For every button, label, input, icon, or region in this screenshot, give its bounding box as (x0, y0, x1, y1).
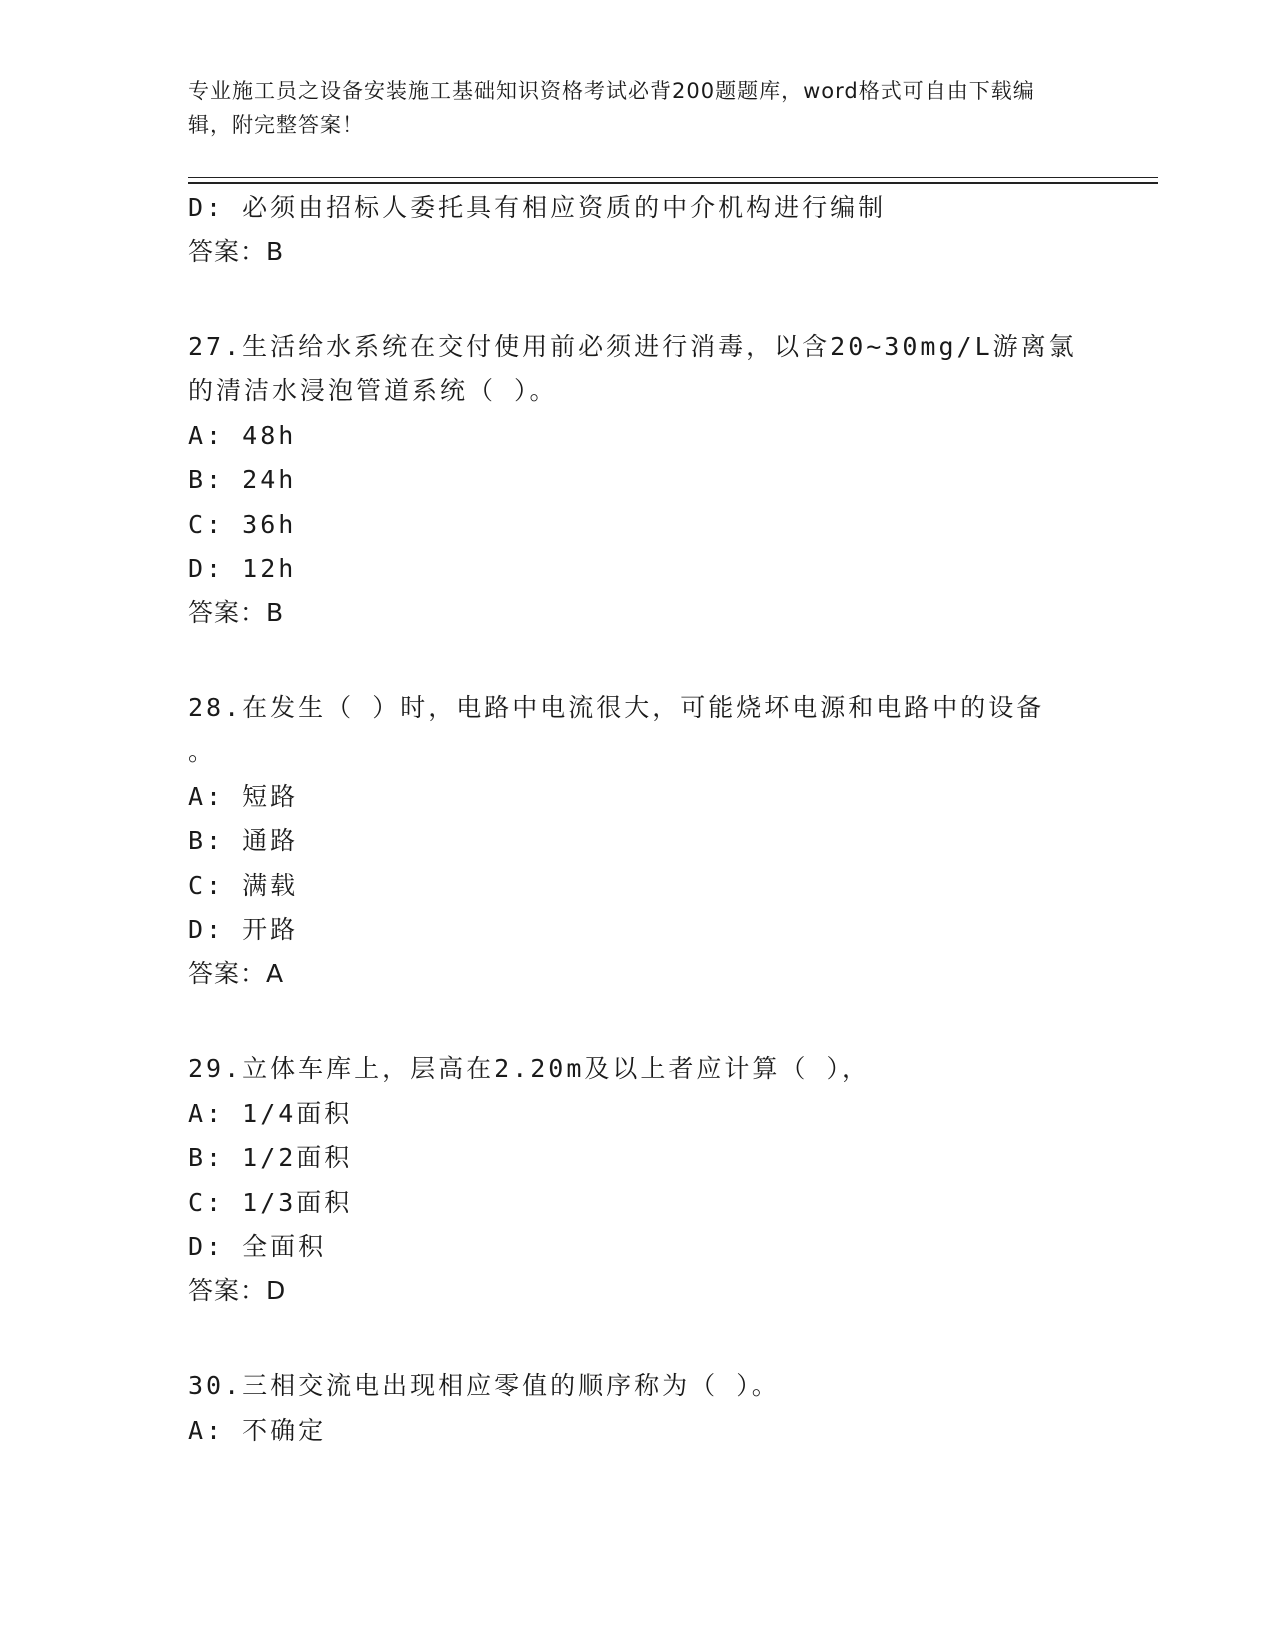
answer-line: 答案：B (188, 598, 285, 627)
option-line: C: 1/3面积 (188, 1188, 353, 1217)
answer-line: 答案：A (188, 959, 285, 988)
option-line: B: 1/2面积 (188, 1143, 353, 1172)
option-line: C: 满载 (188, 871, 299, 900)
question-line: 。 (188, 737, 217, 766)
option-line: A: 短路 (188, 782, 299, 811)
question-line: 的清洁水浸泡管道系统（ ）。 (188, 376, 558, 405)
answer-line: 答案：B (188, 237, 285, 266)
option-line: D: 必须由招标人委托具有相应资质的中介机构进行编制 (188, 193, 887, 222)
option-line: D: 开路 (188, 915, 299, 944)
option-line: B: 24h (188, 465, 297, 494)
header-rule-thick (188, 182, 1158, 184)
header-rule-thin (188, 177, 1158, 178)
option-line: A: 48h (188, 421, 297, 450)
option-line: D: 12h (188, 554, 297, 583)
option-line: B: 通路 (188, 826, 299, 855)
option-line: A: 不确定 (188, 1416, 327, 1445)
question-line: 28.在发生（ ）时，电路中电流很大，可能烧坏电源和电路中的设备 (188, 693, 1045, 722)
question-line: 30.三相交流电出现相应零值的顺序称为（ ）。 (188, 1371, 780, 1400)
question-line: 29.立体车库上，层高在2.20m及以上者应计算（ ）， (188, 1054, 870, 1083)
answer-line: 答案：D (188, 1276, 287, 1305)
option-line: A: 1/4面积 (188, 1099, 353, 1128)
option-line: D: 全面积 (188, 1232, 327, 1261)
question-line: 27.生活给水系统在交付使用前必须进行消毒，以含20~30mg/L游离氯 (188, 332, 1077, 361)
option-line: C: 36h (188, 510, 297, 539)
document-header: 专业施工员之设备安装施工基础知识资格考试必背200题题库，word格式可自由下载编辑，附完整答案！ (188, 79, 1035, 137)
